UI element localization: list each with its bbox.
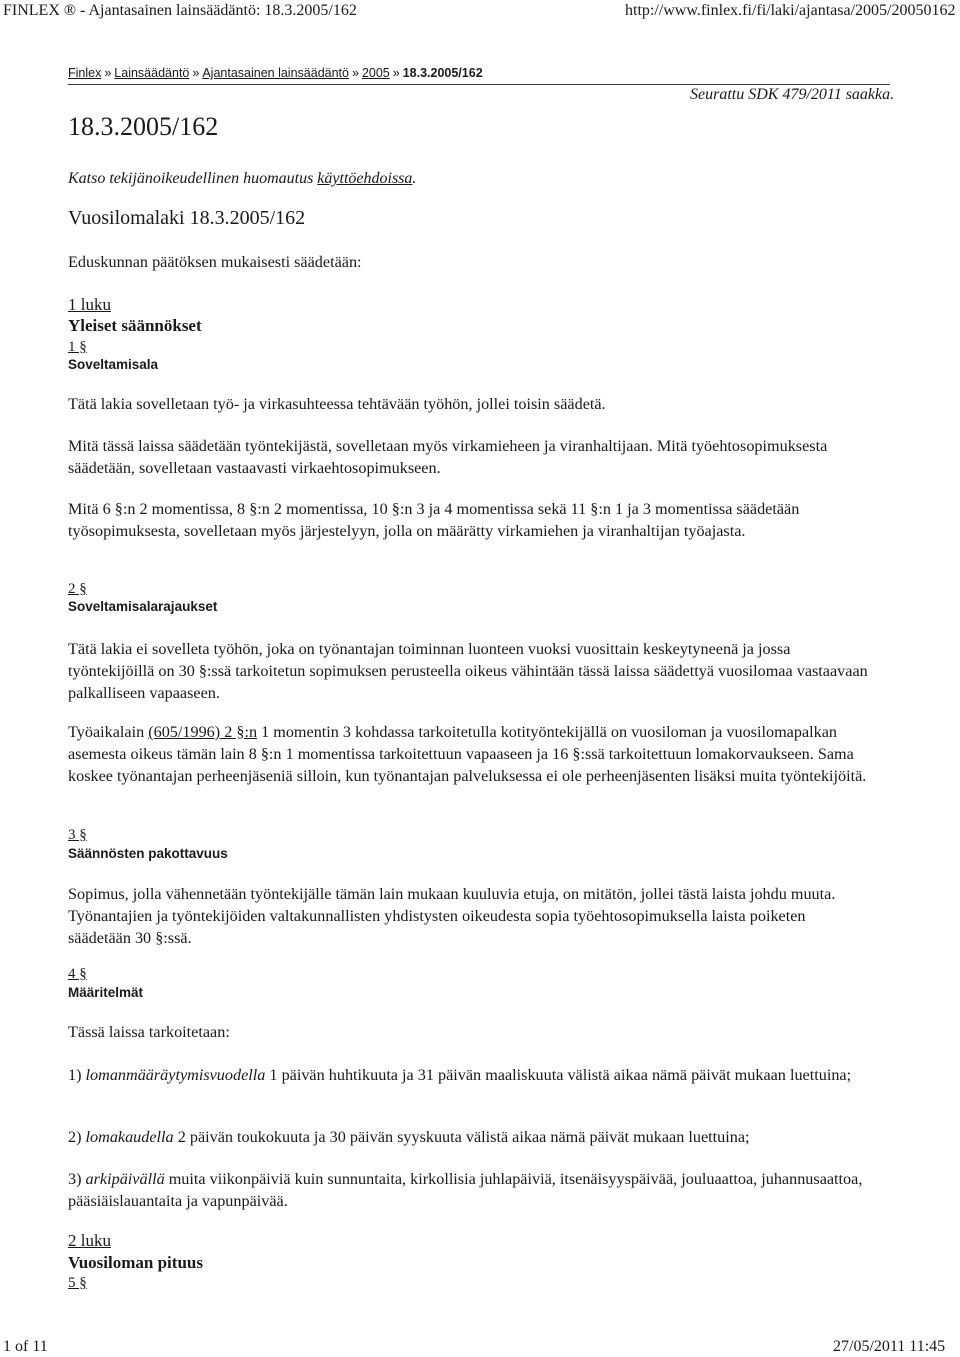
print-header-url: http://www.finlex.fi/fi/laki/ajantasa/2005/20050162 bbox=[625, 2, 956, 19]
print-footer-date: 27/05/2011 11:45 bbox=[833, 1338, 946, 1355]
chapter-2-link[interactable]: 2 luku bbox=[68, 1231, 111, 1250]
document-number: 18.3.2005/162 bbox=[68, 112, 219, 141]
section-1-paragraph-1: Tätä lakia sovelletaan työ- ja virkasuhteessa tehtävään työhön, jollei toisin säädetä. bbox=[68, 395, 606, 413]
breadcrumb-separator: » bbox=[192, 66, 200, 80]
definition-3-term: arkipäivällä bbox=[85, 1170, 165, 1188]
section-2-p2-rest: 1 momentin 3 kohdassa tarkoitetulla kotityöntekijällä on vuosiloman ja vuosilomapalkan asemesta oikeus tämän lain 8 §:n 1 momentissa tarkoitettuun vapaaseen ja 16 §:ssä tarkoitettuun lomakorvaukseen. Sama koskee työnantajan perheenjäseniä silloin, kun työnantajan palveluksessa ei ole perheenjäsenten lisäksi muita työntekijöitä. bbox=[68, 723, 867, 785]
preamble: Eduskunnan päätöksen mukaisesti säädetään: bbox=[68, 253, 362, 271]
section-2-paragraph-2 bbox=[68, 722, 868, 787]
definition-3-text: muita viikonpäiviä kuin sunnuntaita, kirkollisia juhlapäiviä, itsenäisyyspäivää, jouluaattoa, juhannusaattoa, pääsiäislauantaita ja vapunpäivää. bbox=[68, 1170, 863, 1210]
breadcrumb-link-year[interactable]: 2005 bbox=[361, 66, 390, 80]
breadcrumb-separator: » bbox=[392, 66, 400, 80]
breadcrumb-separator: » bbox=[351, 66, 359, 80]
definition-1 bbox=[68, 1065, 868, 1087]
definition-1-number: 1) bbox=[68, 1066, 86, 1084]
section-1-paragraph-2: Mitä tässä laissa säädetään työntekijästä, sovelletaan myös virkamieheen ja viranhaltijaan. Mitä työehtosopimuksesta säädetään, sovelletaan vastaavasti virkaehtosopimukseen. bbox=[68, 437, 828, 477]
section-2-number[interactable]: 2 § bbox=[68, 581, 87, 597]
copyright-text: Katso tekijänoikeudellinen huomautus bbox=[68, 170, 318, 187]
definition-1-term: lomanmääräytymisvuodella bbox=[85, 1066, 266, 1084]
chapter-1-title: Yleiset säännökset bbox=[68, 316, 202, 335]
print-footer-page: 1 of 11 bbox=[3, 1338, 48, 1355]
breadcrumb-current: 18.3.2005/162 bbox=[402, 66, 483, 80]
definition-3-number: 3) bbox=[68, 1170, 86, 1188]
definition-3 bbox=[68, 1169, 868, 1213]
definition-2-term: lomakaudella bbox=[85, 1128, 174, 1146]
definition-1-text: 1 päivän huhtikuuta ja 31 päivän maaliskuuta välistä aikaa nämä päivät mukaan luettuina; bbox=[265, 1066, 852, 1084]
breadcrumb-link-finlex[interactable]: Finlex bbox=[68, 66, 102, 80]
chapter-1-link[interactable]: 1 luku bbox=[68, 295, 111, 314]
section-2-title: Soveltamisalarajaukset bbox=[68, 599, 218, 614]
print-header-title: FINLEX ® - Ajantasainen lainsäädäntö: 18.3.2005/162 bbox=[3, 2, 357, 19]
chapter-2-title: Vuosiloman pituus bbox=[68, 1253, 203, 1272]
chapter-2-number[interactable] bbox=[68, 1231, 111, 1251]
section-1-number[interactable]: 1 § bbox=[68, 339, 87, 355]
tracking-note: Seurattu SDK 479/2011 saakka. bbox=[690, 86, 895, 103]
section-5-number[interactable]: 5 § bbox=[68, 1275, 87, 1291]
breadcrumb-separator: » bbox=[104, 66, 112, 80]
section-2-paragraph-1: Tätä lakia ei sovelleta työhön, joka on työnantajan toiminnan luonteen vuoksi vuosittain keskeytyneenä ja jossa työntekijöillä on 30 §:ssä tarkoitetun sopimuksen perusteella oikeus vähintään tässä laissa säädettyä vuosilomaa vastaavaan palkalliseen vapaaseen. bbox=[68, 640, 868, 702]
section-4-title: Määritelmät bbox=[68, 985, 144, 1000]
section-3-paragraph-1: Sopimus, jolla vähennetään työntekijälle tämän lain mukaan kuuluvia etuja, on mitätön, jollei tästä laista johdu muuta. Työnantajien ja työntekijöiden valtakunnallisten yhdistysten oikeudesta sopia työehtosopimuksella laista poiketen säädetään 30 §:ssä. bbox=[68, 885, 836, 947]
section-1-title: Soveltamisala bbox=[68, 357, 159, 372]
definition-2-number: 2) bbox=[68, 1128, 86, 1146]
tyoaikalaki-link[interactable]: (605/1996) 2 §:n bbox=[148, 723, 258, 741]
section-4-intro: Tässä laissa tarkoitetaan: bbox=[68, 1023, 230, 1041]
breadcrumb bbox=[68, 66, 483, 80]
section-2-p2-start: Työaikalain bbox=[68, 723, 149, 741]
copyright-end: . bbox=[412, 170, 417, 187]
definition-2-text: 2 päivän toukokuuta ja 30 päivän syyskuuta välistä aikaa nämä päivät mukaan luettuina; bbox=[173, 1128, 750, 1146]
breadcrumb-link-ajantasainen[interactable]: Ajantasainen lainsäädäntö bbox=[202, 66, 349, 80]
copyright-notice bbox=[68, 170, 416, 188]
definition-2 bbox=[68, 1127, 868, 1149]
section-1-paragraph-3: Mitä 6 §:n 2 momentissa, 8 §:n 2 momentissa, 10 §:n 3 ja 4 momentissa sekä 11 §:n 1 ja 3 momentissa säädetään työsopimuksesta, sovelletaan myös järjestelyyn, jolla on määrätty virkamiehen ja viranhaltijan työajasta. bbox=[68, 500, 800, 540]
section-4-number[interactable]: 4 § bbox=[68, 966, 87, 982]
header-divider bbox=[68, 84, 890, 85]
chapter-1-number[interactable] bbox=[68, 295, 111, 315]
section-3-title: Säännösten pakottavuus bbox=[68, 846, 228, 861]
law-title: Vuosilomalaki 18.3.2005/162 bbox=[68, 207, 306, 229]
breadcrumb-link-lainsaadanto[interactable]: Lainsäädäntö bbox=[114, 66, 190, 80]
section-3-number[interactable]: 3 § bbox=[68, 827, 87, 843]
terms-of-use-link[interactable]: käyttöehdoissa bbox=[317, 170, 413, 187]
